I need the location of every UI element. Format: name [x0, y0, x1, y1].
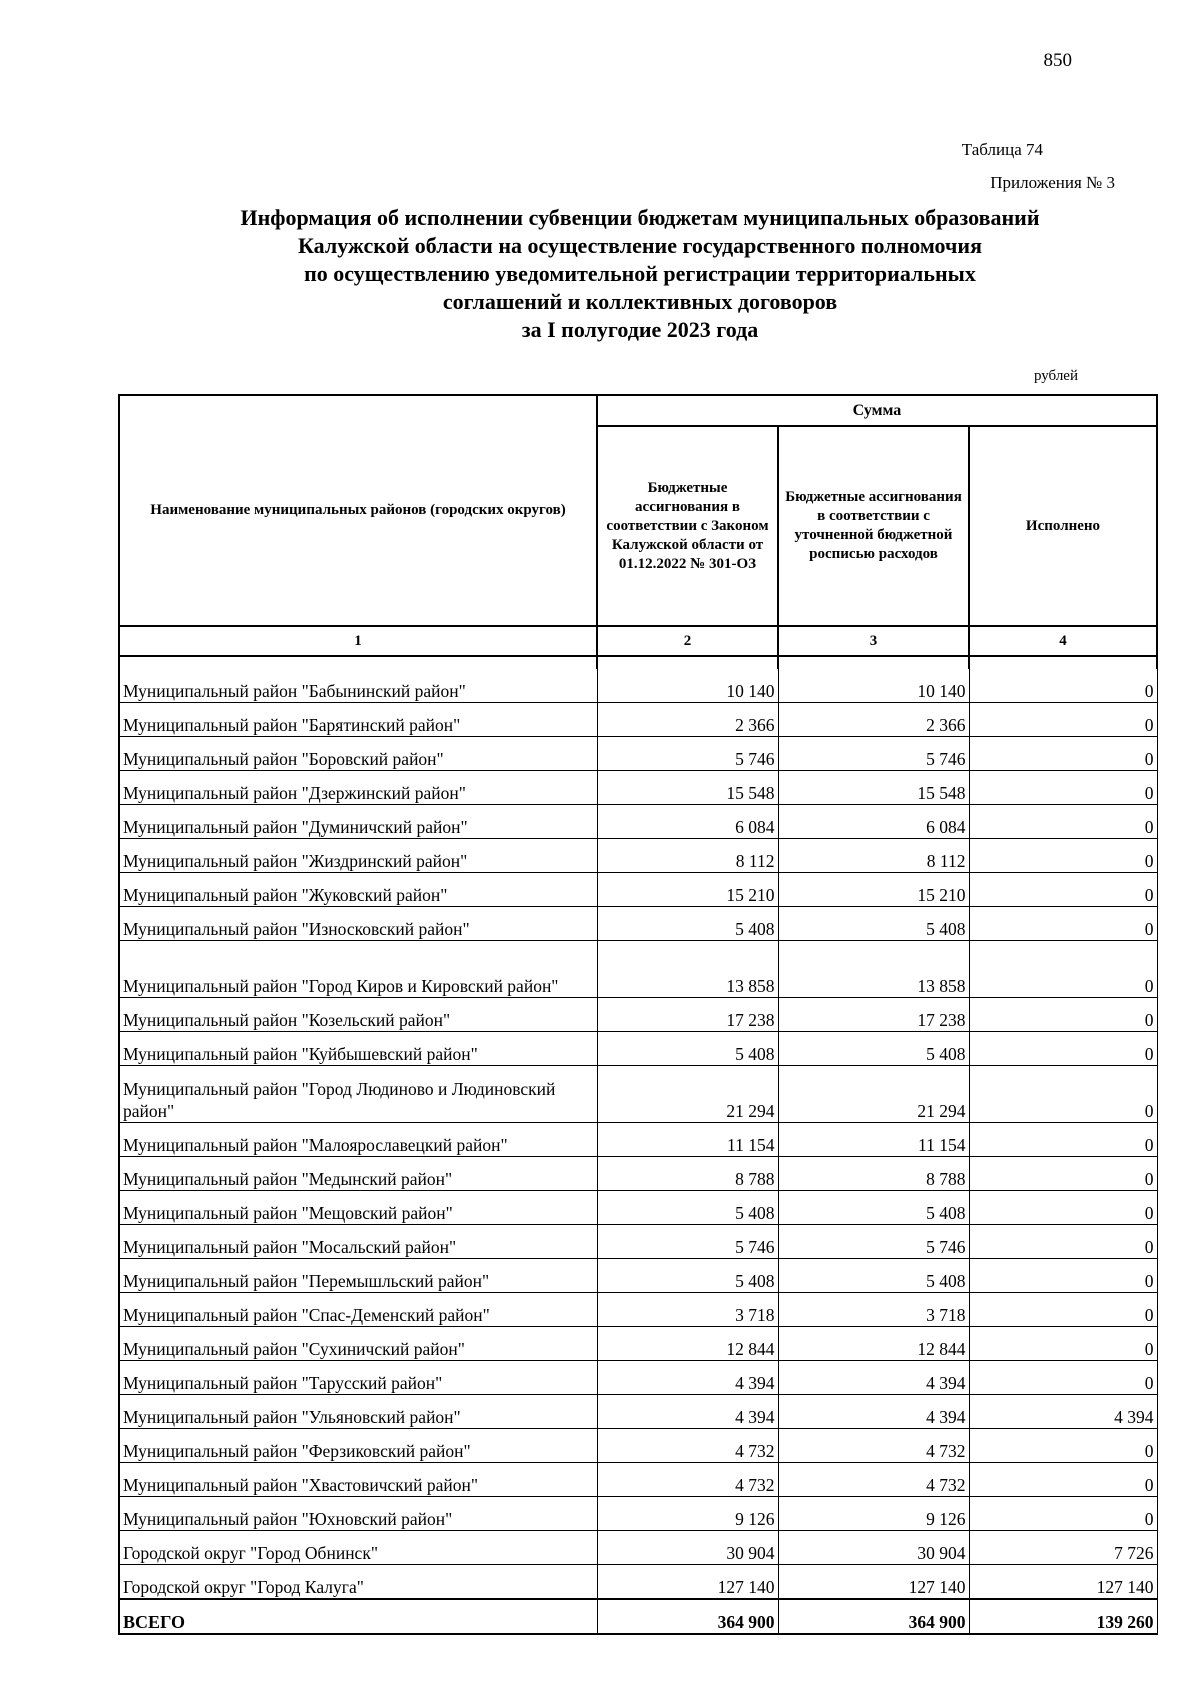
law-allocation-value: 13 858: [597, 941, 778, 998]
district-name: Муниципальный район "Хвастовичский район": [119, 1463, 597, 1497]
table-row: [119, 1497, 1157, 1531]
law-allocation-value: 2 366: [597, 703, 778, 737]
law-allocation-value: 5 746: [597, 1225, 778, 1259]
total-row: [119, 1599, 1157, 1634]
table-label: Таблица 74: [961, 140, 1043, 159]
plan-allocation-value: 17 238: [778, 998, 969, 1032]
plan-allocation-value: 127 140: [778, 1565, 969, 1600]
table-row: [119, 1123, 1157, 1157]
executed-value: 0: [969, 1327, 1157, 1361]
plan-allocation-value: 5 746: [778, 1225, 969, 1259]
plan-allocation-value: 5 408: [778, 907, 969, 941]
law-allocation-value: 4 394: [597, 1361, 778, 1395]
table-row: [119, 1463, 1157, 1497]
table-row: [119, 1293, 1157, 1327]
plan-allocation-value: 21 294: [778, 1066, 969, 1123]
law-allocation-value: 15 548: [597, 771, 778, 805]
district-name: Муниципальный район "Жиздринский район": [119, 839, 597, 873]
appendix-label: Приложения № 3: [990, 173, 1115, 192]
table-row: [119, 1361, 1157, 1395]
column-number: 3: [778, 626, 969, 656]
district-name: Муниципальный район "Мосальский район": [119, 1225, 597, 1259]
law-allocation-value: 5 408: [597, 1259, 778, 1293]
plan-allocation-value: 5 408: [778, 1259, 969, 1293]
executed-value: 0: [969, 669, 1157, 703]
table-row: [119, 737, 1157, 771]
law-allocation-value: 6 084: [597, 805, 778, 839]
district-name: Муниципальный район "Спас-Деменский район": [119, 1293, 597, 1327]
executed-value: 0: [969, 1429, 1157, 1463]
document-title: [100, 204, 1180, 344]
executed-value: 0: [969, 1123, 1157, 1157]
law-allocation-value: 8 112: [597, 839, 778, 873]
executed-value: 0: [969, 1191, 1157, 1225]
executed-value: 0: [969, 941, 1157, 998]
table-row: [119, 998, 1157, 1032]
header-name: Наименование муниципальных районов (городских округов): [119, 395, 597, 626]
total-plan-allocation: 364 900: [778, 1599, 969, 1634]
district-name: Муниципальный район "Малоярославецкий район": [119, 1123, 597, 1157]
executed-value: 0: [969, 737, 1157, 771]
plan-allocation-value: 30 904: [778, 1531, 969, 1565]
column-number: 1: [119, 626, 597, 656]
plan-allocation-value: 2 366: [778, 703, 969, 737]
plan-allocation-value: 4 394: [778, 1361, 969, 1395]
table-row: [119, 941, 1157, 998]
law-allocation-value: 21 294: [597, 1066, 778, 1123]
district-name: Муниципальный район "Город Киров и Кировский район": [119, 941, 597, 998]
header-law-allocations: Бюджетные ассигнования в соответствии с Законом Калужской области от 01.12.2022 № 301-ОЗ: [597, 426, 778, 626]
district-name: Муниципальный район "Сухиничский район": [119, 1327, 597, 1361]
plan-allocation-value: 11 154: [778, 1123, 969, 1157]
plan-allocation-value: 8 112: [778, 839, 969, 873]
table-row: [119, 907, 1157, 941]
executed-value: 0: [969, 1259, 1157, 1293]
plan-allocation-value: 3 718: [778, 1293, 969, 1327]
executed-value: 0: [969, 1157, 1157, 1191]
executed-value: 0: [969, 805, 1157, 839]
district-name: Муниципальный район "Боровский район": [119, 737, 597, 771]
district-name: Городской округ "Город Обнинск": [119, 1531, 597, 1565]
table-row: [119, 1395, 1157, 1429]
law-allocation-value: 5 408: [597, 907, 778, 941]
plan-allocation-value: 5 746: [778, 737, 969, 771]
plan-allocation-value: 10 140: [778, 669, 969, 703]
plan-allocation-value: 15 548: [778, 771, 969, 805]
district-name: Муниципальный район "Город Людиново и Людиновский район": [119, 1066, 597, 1123]
executed-value: 0: [969, 1463, 1157, 1497]
executed-value: 0: [969, 1497, 1157, 1531]
law-allocation-value: 17 238: [597, 998, 778, 1032]
header-sum: Сумма: [597, 395, 1157, 426]
executed-value: 0: [969, 771, 1157, 805]
subvention-table: [118, 394, 1158, 1635]
plan-allocation-value: 4 732: [778, 1429, 969, 1463]
plan-allocation-value: 8 788: [778, 1157, 969, 1191]
total-law-allocation: 364 900: [597, 1599, 778, 1634]
district-name: Муниципальный район "Думиничский район": [119, 805, 597, 839]
district-name: Муниципальный район "Куйбышевский район": [119, 1032, 597, 1066]
executed-value: 0: [969, 1361, 1157, 1395]
law-allocation-value: 4 732: [597, 1463, 778, 1497]
page-number: 850: [1043, 50, 1072, 71]
law-allocation-value: 4 732: [597, 1429, 778, 1463]
executed-value: 0: [969, 998, 1157, 1032]
law-allocation-value: 12 844: [597, 1327, 778, 1361]
table-row: [119, 1429, 1157, 1463]
district-name: Муниципальный район "Ульяновский район": [119, 1395, 597, 1429]
table-row: [119, 1191, 1157, 1225]
law-allocation-value: 15 210: [597, 873, 778, 907]
law-allocation-value: 3 718: [597, 1293, 778, 1327]
law-allocation-value: 5 408: [597, 1191, 778, 1225]
law-allocation-value: 9 126: [597, 1497, 778, 1531]
title-line: по осуществлению уведомительной регистрации территориальных: [304, 261, 976, 286]
law-allocation-value: 5 746: [597, 737, 778, 771]
plan-allocation-value: 5 408: [778, 1191, 969, 1225]
executed-value: 4 394: [969, 1395, 1157, 1429]
table-row: [119, 873, 1157, 907]
column-number: 4: [969, 626, 1157, 656]
district-name: Муниципальный район "Тарусский район": [119, 1361, 597, 1395]
plan-allocation-value: 4 732: [778, 1463, 969, 1497]
units-label: рублей: [1033, 368, 1078, 384]
table-row: [119, 669, 1157, 703]
district-name: Муниципальный район "Перемышльский район": [119, 1259, 597, 1293]
total-label: ВСЕГО: [119, 1599, 597, 1634]
district-name: Муниципальный район "Ферзиковский район": [119, 1429, 597, 1463]
title-line: соглашений и коллективных договоров: [442, 289, 838, 314]
header-plan-allocations: Бюджетные ассигнования в соответствии с уточненной бюджетной росписью расходов: [778, 426, 969, 626]
district-name: Муниципальный район "Козельский район": [119, 998, 597, 1032]
plan-allocation-value: 9 126: [778, 1497, 969, 1531]
table-body: [119, 669, 1157, 1634]
plan-allocation-value: 5 408: [778, 1032, 969, 1066]
executed-value: 127 140: [969, 1565, 1157, 1600]
law-allocation-value: 8 788: [597, 1157, 778, 1191]
table-row: [119, 805, 1157, 839]
law-allocation-value: 4 394: [597, 1395, 778, 1429]
table-row: [119, 1531, 1157, 1565]
table-row: [119, 1225, 1157, 1259]
table-row: [119, 1157, 1157, 1191]
district-name: Муниципальный район "Бабынинский район": [119, 669, 597, 703]
law-allocation-value: 127 140: [597, 1565, 778, 1600]
total-executed: 139 260: [969, 1599, 1157, 1634]
plan-allocation-value: 15 210: [778, 873, 969, 907]
district-name: Муниципальный район "Медынский район": [119, 1157, 597, 1191]
district-name: Муниципальный район "Дзержинский район": [119, 771, 597, 805]
executed-value: 0: [969, 703, 1157, 737]
header-executed: Исполнено: [969, 426, 1157, 626]
table-row: [119, 839, 1157, 873]
table-row: [119, 1327, 1157, 1361]
title-line: за I полугодие 2023 года: [521, 317, 759, 342]
column-number: 2: [597, 626, 778, 656]
plan-allocation-value: 6 084: [778, 805, 969, 839]
executed-value: 7 726: [969, 1531, 1157, 1565]
table-row: [119, 1565, 1157, 1600]
title-line: Калужской области на осуществление государственного полномочия: [298, 233, 982, 258]
executed-value: 0: [969, 1293, 1157, 1327]
plan-allocation-value: 13 858: [778, 941, 969, 998]
law-allocation-value: 30 904: [597, 1531, 778, 1565]
executed-value: 0: [969, 873, 1157, 907]
district-name: Муниципальный район "Износковский район": [119, 907, 597, 941]
executed-value: 0: [969, 1225, 1157, 1259]
plan-allocation-value: 12 844: [778, 1327, 969, 1361]
law-allocation-value: 11 154: [597, 1123, 778, 1157]
executed-value: 0: [969, 1066, 1157, 1123]
district-name: Муниципальный район "Жуковский район": [119, 873, 597, 907]
table-row: [119, 1066, 1157, 1123]
executed-value: 0: [969, 839, 1157, 873]
district-name: Муниципальный район "Юхновский район": [119, 1497, 597, 1531]
plan-allocation-value: 4 394: [778, 1395, 969, 1429]
district-name: Муниципальный район "Мещовский район": [119, 1191, 597, 1225]
executed-value: 0: [969, 1032, 1157, 1066]
law-allocation-value: 10 140: [597, 669, 778, 703]
table-row: [119, 771, 1157, 805]
law-allocation-value: 5 408: [597, 1032, 778, 1066]
executed-value: 0: [969, 907, 1157, 941]
table-row: [119, 1032, 1157, 1066]
title-line: Информация об исполнении субвенции бюджетам муниципальных образований: [240, 205, 1040, 230]
district-name: Городской округ "Город Калуга": [119, 1565, 597, 1600]
table-row: [119, 1259, 1157, 1293]
table-row: [119, 703, 1157, 737]
district-name: Муниципальный район "Барятинский район": [119, 703, 597, 737]
